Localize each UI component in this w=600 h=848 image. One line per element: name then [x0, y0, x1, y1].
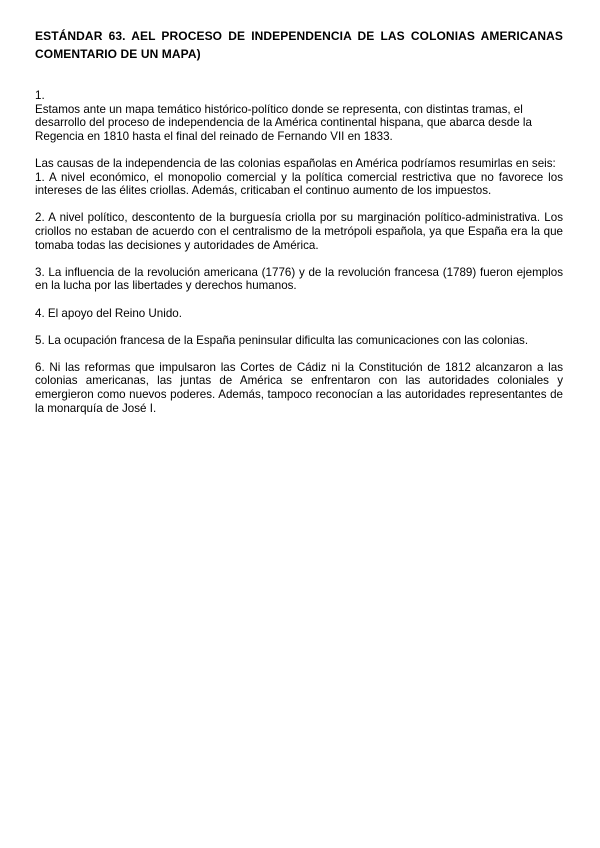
cause-item-3: 3. La influencia de la revolución americana (1776) y de la revolución francesa (1789) fueron ejemplos en la lucha por las libertades y derechos humanos. — [35, 265, 563, 293]
document-page — [35, 27, 563, 429]
cause-item-5: 5. La ocupación francesa de la España peninsular dificulta las comunicaciones con las colonias. — [35, 333, 529, 347]
intro-paragraph — [35, 89, 563, 143]
cause-item-1: 1. A nivel económico, el monopolio comercial y la política comercial restrictiva que no favorece los intereses de las élites criollas. Además, criticaban el continuo aumento de los impuestos. — [35, 170, 563, 198]
cause-item-4: 4. El apoyo del Reino Unido. — [35, 306, 182, 320]
cause-item-6: 6. Ni las reformas que impulsaron las Cortes de Cádiz ni la Constitución de 1812 alcanzaron a las colonias americanas, las juntas de América se enfrentaron con las autoridades coloniales y emergieron como nuevos poderes. Además, tampoco reconocían a las autoridades representantes de la monarquía de José I. — [35, 360, 563, 415]
causes-intro: Las causas de la independencia de las colonias españolas en América podríamos resumirlas en seis: — [35, 156, 556, 170]
document-body — [35, 89, 563, 415]
causes-paragraph — [35, 157, 563, 198]
cause-item-2: 2. A nivel político, descontento de la burguesía criolla por su marginación político-administrativa. Los criollos no estaban de acuerdo con el centralismo de la metrópoli española, ya que España era la que tomaba todas las decisiones y autoridades de América. — [35, 211, 563, 252]
intro-number: 1. — [35, 89, 45, 102]
document-title: ESTÁNDAR 63. AEL PROCESO DE INDEPENDENCIA DE LAS COLONIAS AMERICANAS COMENTARIO DE UN MAPA) — [35, 29, 563, 61]
intro-text: Estamos ante un mapa temático histórico-político donde se representa, con distintas tramas, el desarrollo del proceso de independencia de la América continental hispana, que abarca desde la Regencia en 1810 hasta el final del reinado de Fernando VII en 1833. — [35, 102, 532, 143]
